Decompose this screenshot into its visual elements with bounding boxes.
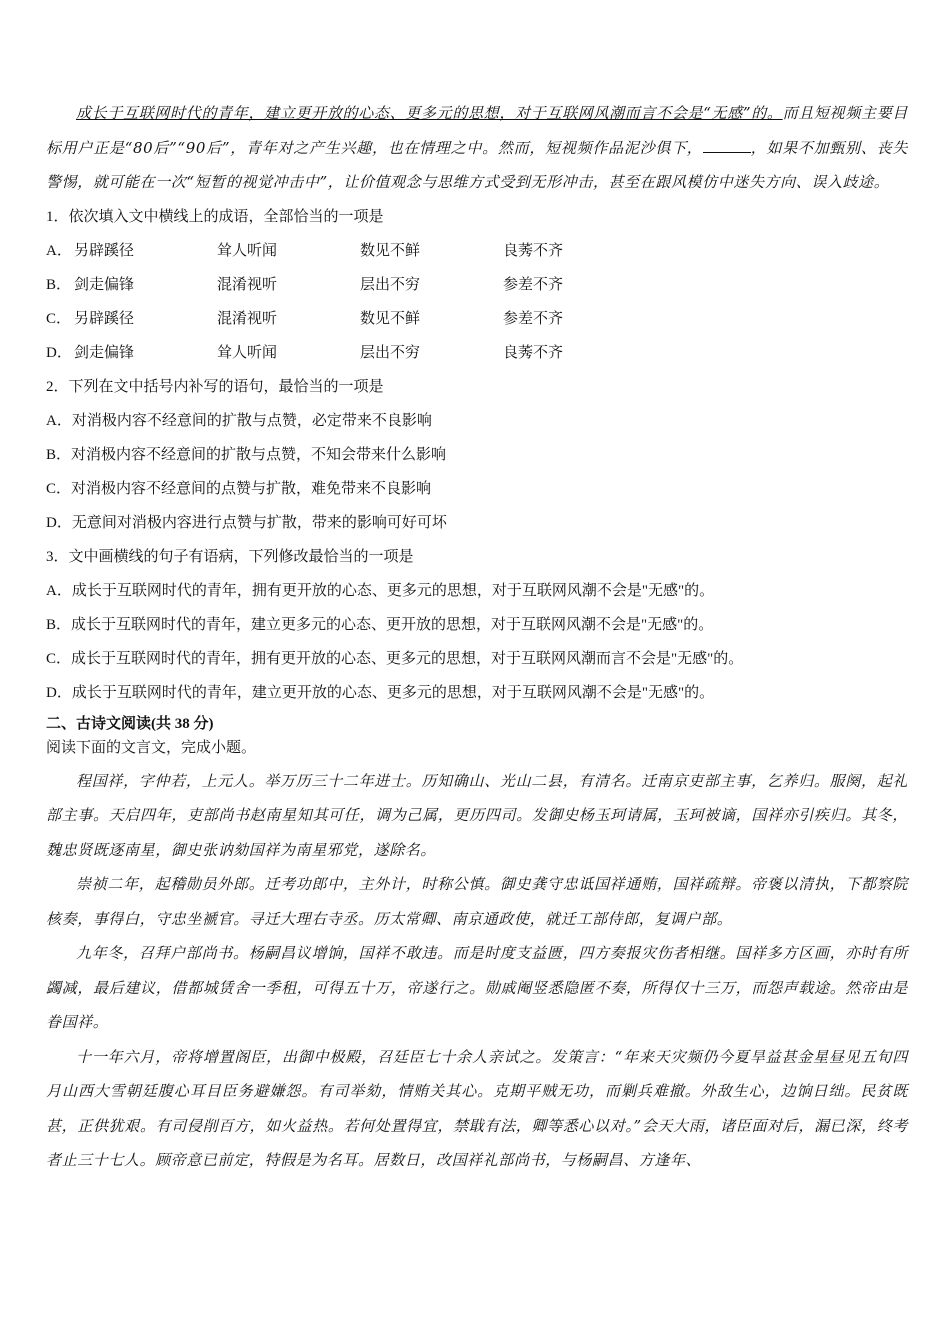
section-2-title: 二、古诗文阅读(共 38 分) (46, 715, 214, 732)
classical-paragraph-3: 九年冬，召拜户部尚书。杨嗣昌议增饷，国祥不敢违。而是时度支益匮，四方奏报灾伤者相继。国祥多方区画，亦时有所蠲减，最后建议，借都城赁舍一季租，可得五十万，帝遂行之。勋戚阉竖悉隐匿不奏，所得仅十三万，而怨声载途。然帝由是眷国祥。 (46, 944, 908, 1031)
classical-paragraph-1: 程国祥，字仲若，上元人。举万历三十二年进士。历知确山、光山二县，有清名。迁南京吏部主事，乞养归。服阕，起礼部主事。天启四年，吏部尚书赵南星知其可任，调为己属，更历四司。发御史杨玉珂请属，玉珂被谪，国祥亦引疾归。其冬，魏忠贤既逐南星，御史张讷劾国祥为南星邪党，遂除名。 (46, 771, 908, 859)
section-2-intro: 阅读下面的文言文，完成小题。 (46, 739, 257, 756)
classical-paragraph-4: 十一年六月，帝将增置阁臣，出御中极殿，召廷臣七十余人亲试之。发策言：“年来天灾频仍今夏旱益甚金星昼见五旬四月山西大雪朝廷腹心耳目臣务避嫌怨。有司举劾，情贿关其心。克期平贼无功，而剿兵难撤。外敌生心，边饷日绌。民贫既甚，正供犹艰。有司侵削百方，如火益热。若何处置得宜，禁戢有法，卿等悉心以对。”会天大雨，诸臣面对后，漏已深，终考者止三十七人。顾帝意已前定，特假是为名耳。居数日，改国祥礼部尚书，与杨嗣昌、方逢年、 (46, 1047, 908, 1169)
q3-option-d[interactable]: D．成长于互联网时代的青年，建立更开放的心态、更多元的思想，对于互联网风潮不会是"无感"的。 (46, 684, 715, 701)
q3-option-c[interactable]: C．成长于互联网时代的青年，拥有更开放的心态、更多元的思想，对于互联网风潮而言不会是"无感"的。 (46, 650, 744, 667)
exam-page (46, 96, 908, 1178)
q3-option-b[interactable]: B．成长于互联网时代的青年，建立更多元的心态、更开放的思想，对于互联网风潮不会是"无感"的。 (46, 616, 714, 633)
q2-option-b[interactable]: B．对消极内容不经意间的扩散与点赞，不知会带来什么影响 (46, 446, 447, 463)
q3-option-a[interactable]: A．成长于互联网时代的青年，拥有更开放的心态、更多元的思想，对于互联网风潮不会是"无感"的。 (46, 582, 715, 599)
q1-option-c[interactable]: C． 另辟蹊径 混淆视听 数见不鲜 参差不齐 (46, 310, 564, 327)
fill-blank (703, 138, 751, 153)
question-1-stem: 1．依次填入文中横线上的成语，全部恰当的一项是 (46, 208, 384, 225)
q2-option-a[interactable]: A．对消极内容不经意间的扩散与点赞，必定带来不良影响 (46, 412, 432, 429)
q1-option-a[interactable]: A． 另辟蹊径 耸人听闻 数见不鲜 良莠不齐 (46, 242, 564, 259)
question-3-stem: 3．文中画横线的句子有语病，下列修改最恰当的一项是 (46, 548, 414, 565)
classical-paragraph-2: 崇祯二年，起稽勋员外郎。迁考功郎中，主外计，时称公慎。御史龚守忠诋国祥通贿，国祥疏辩。帝褒以清执，下都察院核奏，事得白，守忠坐褫官。寻迁大理右寺丞。历太常卿、南京通政使，就迁工部侍郎，复调户部。 (46, 875, 908, 928)
question-1-options (46, 234, 908, 370)
q1-option-d[interactable]: D． 剑走偏锋 耸人听闻 层出不穷 良莠不齐 (46, 344, 564, 361)
q2-option-d[interactable]: D．无意间对消极内容进行点赞与扩散，带来的影响可好可坏 (46, 514, 447, 531)
underlined-sentence: 成长于互联网时代的青年，建立更开放的心态、更多元的思想，对于互联网风潮而言不会是“无感”的。 (76, 104, 783, 122)
passage-1: 成长于互联网时代的青年，建立更开放的心态、更多元的思想，对于互联网风潮而言不会是“无感”的。而且短视频主要目标用户正是“80后”“90后”，青年对之产生兴趣，也在情理之中。然而，短视频作品泥沙俱下， ，如果不加甄别、丧失警惕，就可能在一次“短暂的视觉冲击中”，让价值观念与思维方式受到无形冲击，甚至在跟风模仿中迷失方向、误入歧途。 (46, 104, 908, 191)
q2-option-c[interactable]: C．对消极内容不经意间的点赞与扩散，难免带来不良影响 (46, 480, 432, 497)
q1-option-b[interactable]: B． 剑走偏锋 混淆视听 层出不穷 参差不齐 (46, 276, 564, 293)
question-2-stem: 2．下列在文中括号内补写的语句，最恰当的一项是 (46, 378, 384, 395)
